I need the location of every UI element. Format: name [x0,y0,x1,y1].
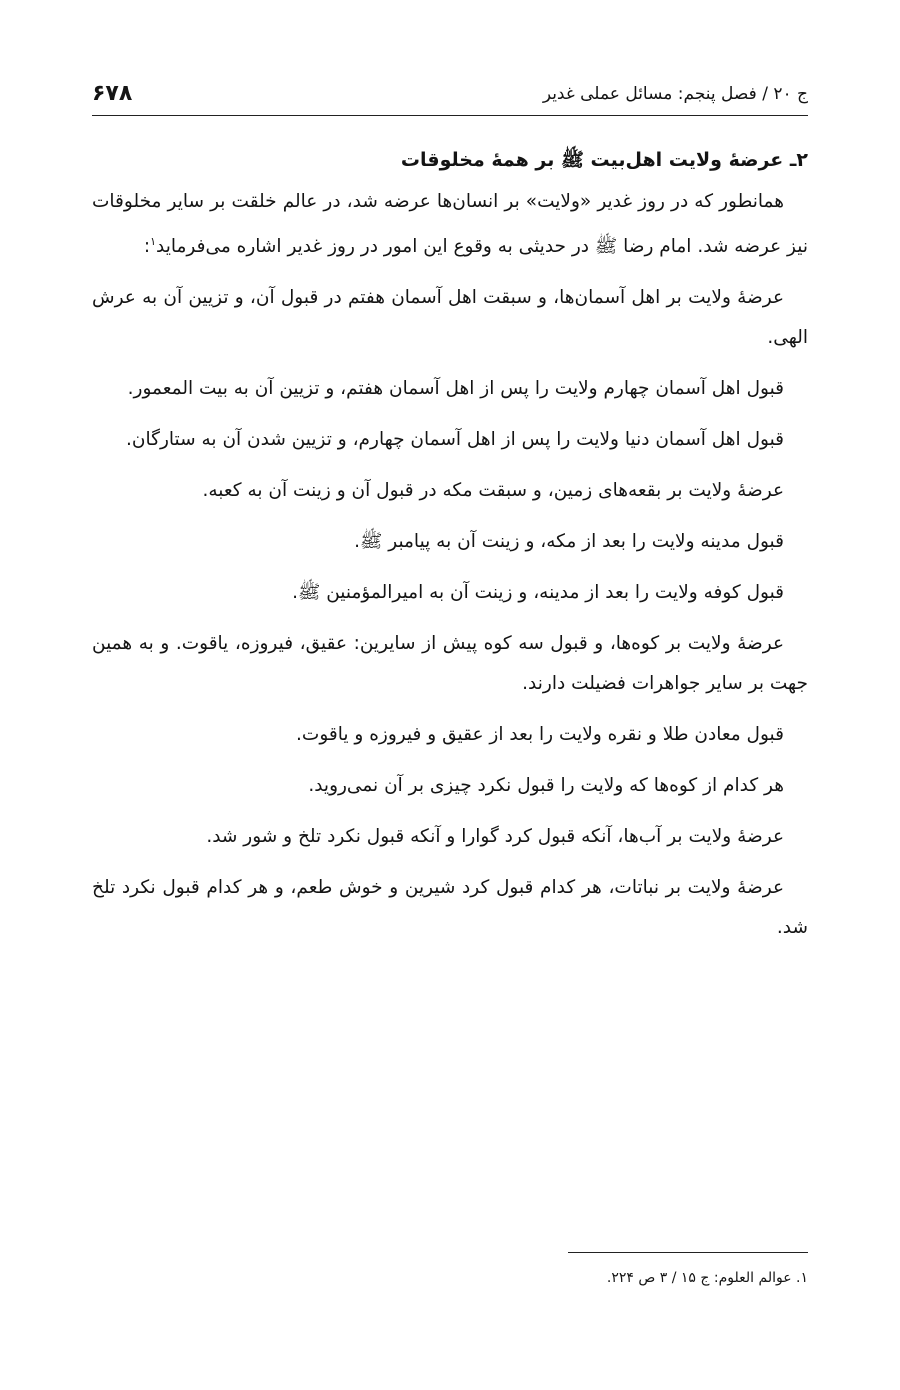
intro-text: همانطور که در روز غدیر «ولایت» بر انسان‌ها عرضه شد، در عالم خلقت بر سایر مخلوقات نیز عرضه شد. امام رضا ﷺ در حدیثی به وقوع این امور در روز غدیر اشاره می‌فرماید [92,191,808,258]
page-number: ۶۷۸ [92,81,133,106]
section-heading: ۲ـ عرضهٔ ولایت اهل‌بیت ﷺ بر همهٔ مخلوقات [400,149,808,171]
hadith-item-5: قبول مدینه ولایت را بعد از مکه، و زینت آن به پیامبر ﷺ. [354,531,784,553]
intro-end: : [143,236,151,258]
hadith-item-4: عرضهٔ ولایت بر بقعه‌های زمین، و سبقت مکه در قبول آن و زینت آن به کعبه. [202,480,784,502]
hadith-item-7: عرضهٔ ولایت بر کوه‌ها، و قبول سه کوه پیش از سایرین: عقیق، فیروزه، یاقوت. و به همین جهت بر سایر جواهرات فضیلت دارند. [92,633,808,695]
running-header [92,72,808,116]
footnotes [568,1252,808,1289]
book-page [92,0,808,1390]
footnote-divider [568,1252,808,1253]
hadith-item-11: عرضهٔ ولایت بر نباتات، هر کدام قبول کرد شیرین و خوش طعم، و هر کدام قبول نکرد تلخ شد. [92,877,808,939]
intro-paragraph [92,182,808,267]
header-title: ج ۲۰ / فصل پنجم: مسائل عملی غدیر [542,83,808,104]
hadith-item-6: قبول کوفه ولایت را بعد از مدینه، و زینت آن به امیرالمؤمنین ﷺ. [292,582,784,604]
hadith-item-3: قبول اهل آسمان دنیا ولایت را پس از اهل آسمان چهارم، و تزیین شدن آن به ستارگان. [126,429,784,451]
hadith-item-9: هر کدام از کوه‌ها که ولایت را قبول نکرد چیزی بر آن نمی‌روید. [308,775,784,797]
hadith-item-8: قبول معادن طلا و نقره ولایت را بعد از عقیق و فیروزه و یاقوت. [296,724,784,746]
footnote-reference[interactable]: ۱ [150,235,156,248]
footnote-1: ۱. عوالم العلوم: ج ۱۵ / ۳ ص ۲۲۴. [606,1270,808,1286]
page-content [92,142,808,948]
hadith-item-1: عرضهٔ ولایت بر اهل آسمان‌ها، و سبقت اهل آسمان هفتم در قبول آن، و تزیین آن به عرش الهی. [92,287,808,349]
hadith-item-10: عرضهٔ ولایت بر آب‌ها، آنکه قبول کرد گوارا و آنکه قبول نکرد تلخ و شور شد. [206,826,784,848]
hadith-item-2: قبول اهل آسمان چهارم ولایت را پس از اهل آسمان هفتم، و تزیین آن به بیت المعمور. [127,378,784,400]
